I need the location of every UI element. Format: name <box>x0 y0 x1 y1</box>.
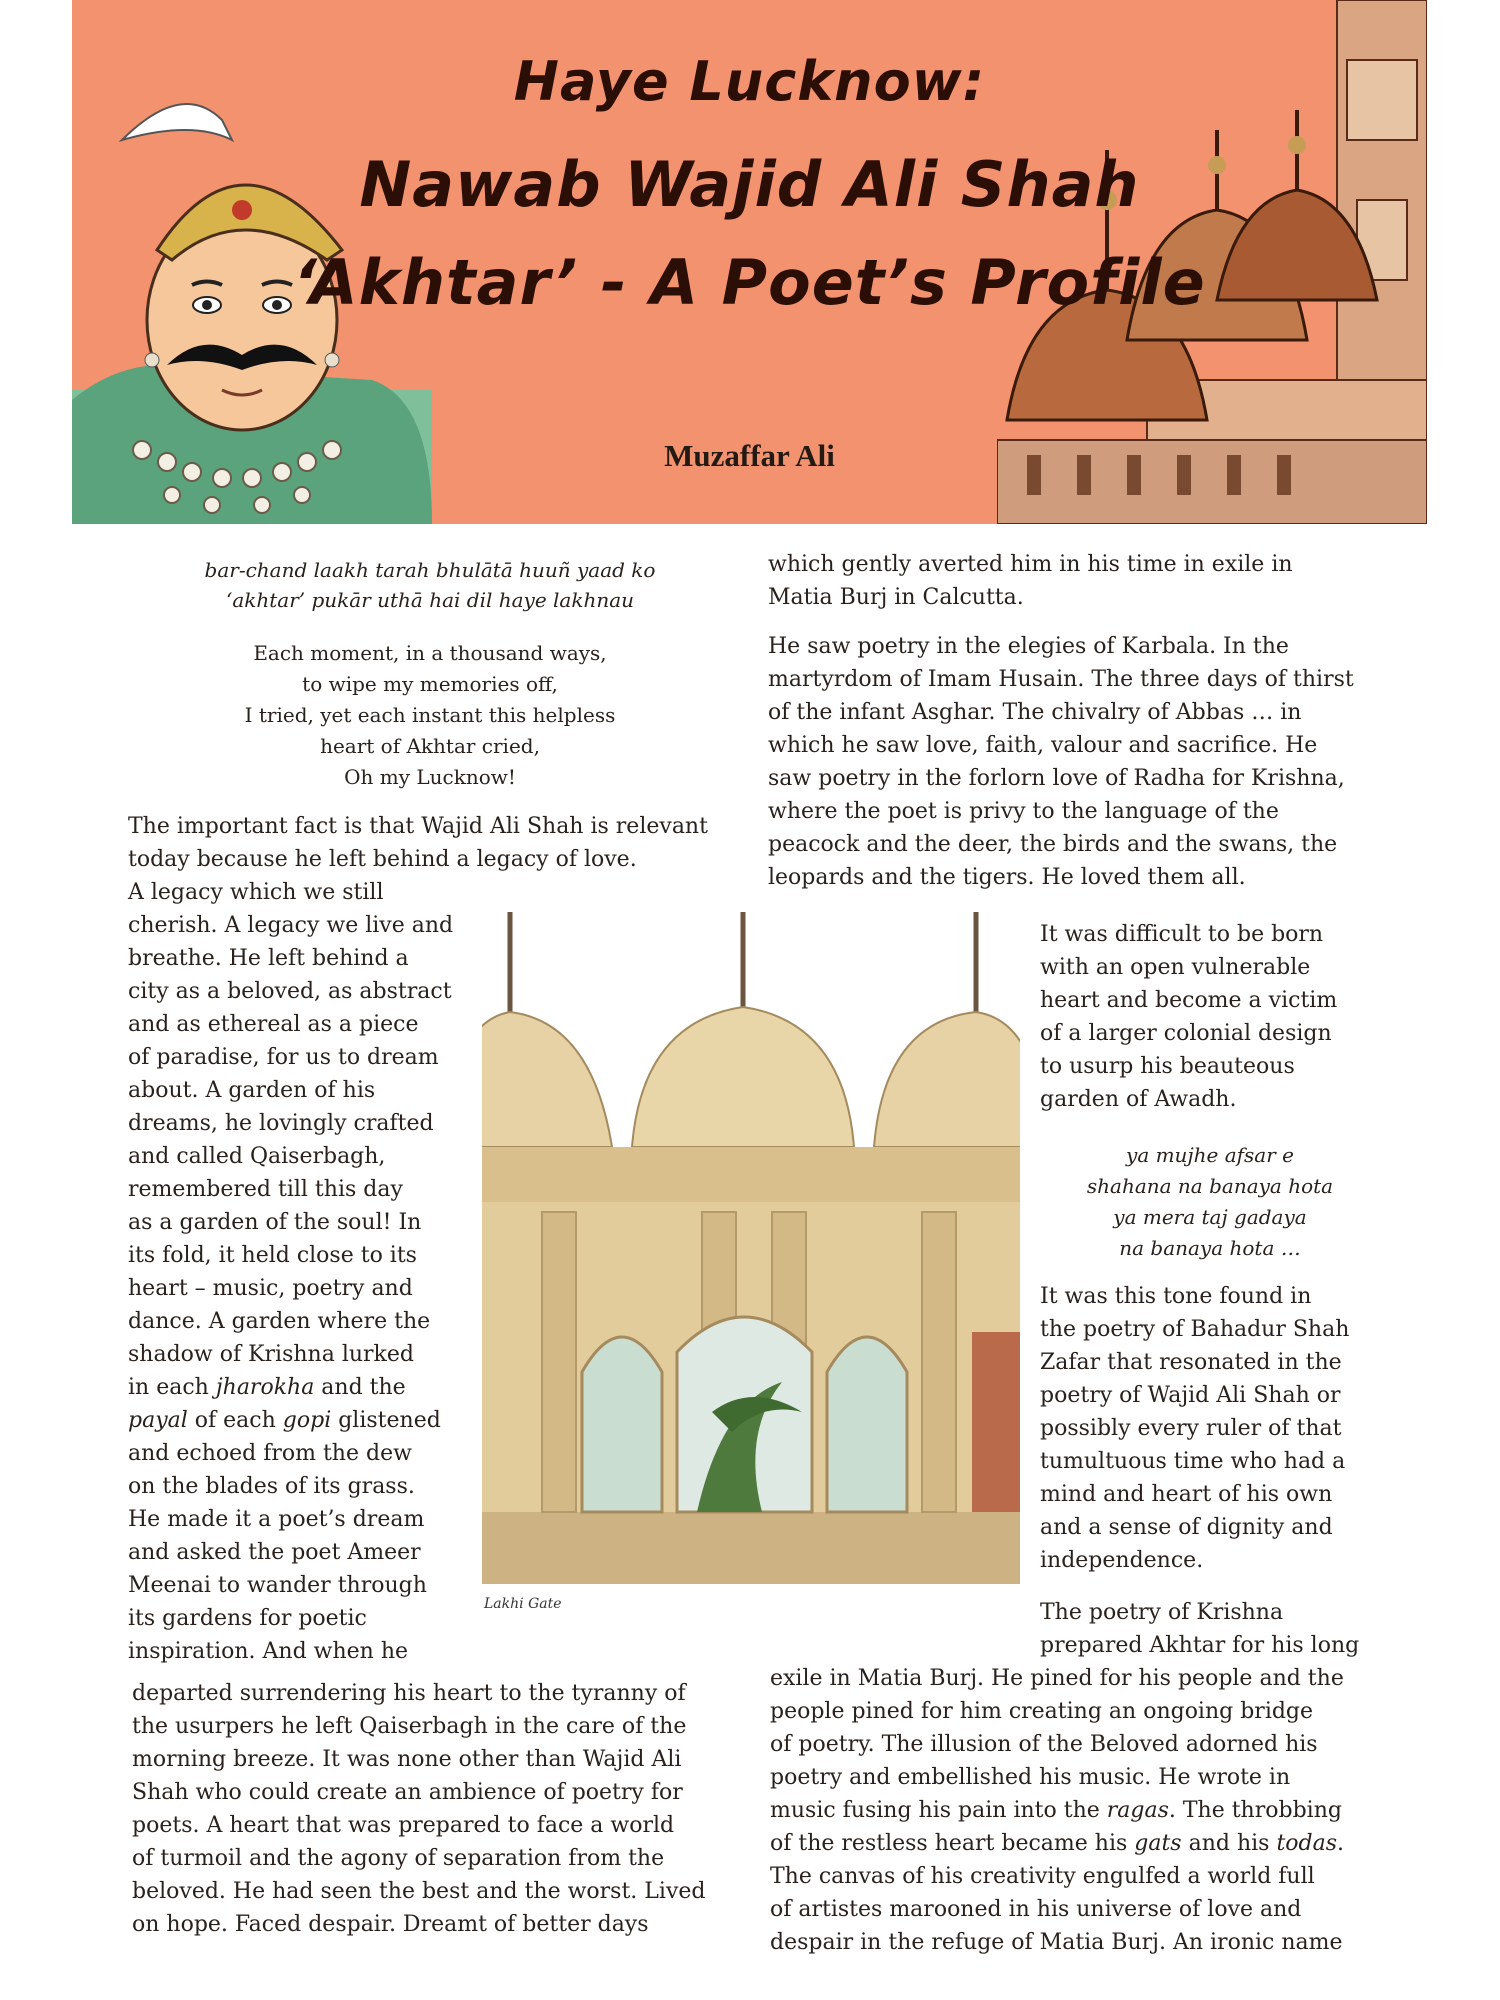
body-line: where the poet is privy to the language of the <box>768 799 1279 824</box>
body-line: and as ethereal as a piece <box>128 1012 419 1037</box>
body-line: dance. A garden where the <box>128 1309 431 1334</box>
text-run: in each <box>128 1375 216 1400</box>
body-line: of the infant Asghar. The chivalry of Abbas … in <box>768 700 1302 725</box>
body-line: dreams, he lovingly crafted <box>128 1111 434 1136</box>
body-line: people pined for him creating an ongoing bridge <box>770 1699 1314 1724</box>
body-line: poetry and embellished his music. He wrote in <box>770 1765 1291 1790</box>
epigraph-urdu-line: bar-chand laakh tarah bhulātā huuñ yaad ko <box>204 558 656 582</box>
body-line: heart and become a victim <box>1040 988 1338 1013</box>
text-run-italic: todas <box>1276 1831 1338 1856</box>
body-line: its gardens for poetic <box>128 1606 367 1631</box>
body-line: He made it a poet’s dream <box>128 1507 425 1532</box>
text-run: of the restless heart became his <box>770 1831 1135 1856</box>
epigraph-english-line: heart of Akhtar cried, <box>320 734 540 758</box>
body-line: the poetry of Bahadur Shah <box>1040 1317 1350 1342</box>
epigraph-urdu <box>130 555 730 615</box>
text-run-italic: jharokha <box>215 1375 315 1400</box>
body-line: of turmoil and the agony of separation from the <box>132 1846 665 1871</box>
body-line: mind and heart of his own <box>1040 1482 1333 1507</box>
left-column-bottom <box>132 1677 732 1941</box>
text-run: . The throbbing <box>1168 1798 1342 1823</box>
body-line: exile in Matia Burj. He pined for his people and the <box>770 1666 1344 1691</box>
body-line: inspiration. And when he <box>128 1639 409 1664</box>
body-line: beloved. He had seen the best and the worst. Lived <box>132 1879 706 1904</box>
body-line: with an open vulnerable <box>1040 955 1311 980</box>
body-line: cherish. A legacy we live and <box>128 913 454 938</box>
body-line: tumultuous time who had a <box>1040 1449 1346 1474</box>
text-run: . <box>1337 1831 1345 1856</box>
body-line: The important fact is that Wajid Ali Shah is relevant <box>128 814 708 839</box>
body-line <box>770 1794 1380 1827</box>
epigraph-english-line: Oh my Lucknow! <box>344 765 516 789</box>
title-line-3: ‘Akhtar’ - A Poet’s Profile <box>293 246 1206 319</box>
body-line: to usurp his beauteous <box>1040 1054 1295 1079</box>
text-run: glistened <box>331 1408 441 1433</box>
left-column-intro <box>128 810 728 876</box>
verse-line: shahana na banaya hota <box>1086 1174 1334 1198</box>
body-line: which he saw love, faith, valour and sacrifice. He <box>768 733 1318 758</box>
lakhi-gate-photo <box>482 912 1020 1584</box>
epigraph-english <box>130 638 730 793</box>
body-line: about. A garden of his <box>128 1078 376 1103</box>
body-line: of poetry. The illusion of the Beloved adorned his <box>770 1732 1318 1757</box>
body-line: prepared Akhtar for his long <box>1040 1633 1360 1658</box>
body-line: despair in the refuge of Matia Burj. An ironic name <box>770 1930 1343 1955</box>
epigraph-english-line: I tried, yet each instant this helpless <box>244 703 616 727</box>
body-line: of paradise, for us to dream <box>128 1045 439 1070</box>
epigraph-english-line: Each moment, in a thousand ways, <box>253 641 607 665</box>
body-line: peacock and the deer, the birds and the swans, the <box>768 832 1338 857</box>
verse-line: na banaya hota … <box>1119 1236 1301 1260</box>
body-line: as a garden of the soul! In <box>128 1210 422 1235</box>
verse-line: ya mujhe afsar e <box>1126 1143 1294 1167</box>
body-line <box>128 1404 473 1437</box>
body-line: departed surrendering his heart to the tyranny of <box>132 1681 686 1706</box>
body-line: heart – music, poetry and <box>128 1276 413 1301</box>
text-run-italic: gats <box>1134 1831 1182 1856</box>
right-column-para4 <box>1040 1280 1380 1577</box>
body-line: poets. A heart that was prepared to face a world <box>132 1813 675 1838</box>
epigraph-urdu-line: ‘akhtar’ pukār uthā hai dil haye lakhnau <box>225 588 635 612</box>
body-line: A legacy which we still <box>128 880 384 905</box>
epigraph-english-line: to wipe my memories off, <box>302 672 558 696</box>
body-line: morning breeze. It was none other than Wajid Ali <box>132 1747 682 1772</box>
body-line: its fold, it held close to its <box>128 1243 417 1268</box>
right-column-para3 <box>1040 918 1380 1116</box>
right-column-top <box>768 548 1368 614</box>
right-column-para5-narrow <box>1040 1596 1380 1662</box>
photo-caption: Lakhi Gate <box>484 1596 562 1612</box>
title-line-1: Haye Lucknow: <box>513 50 986 113</box>
body-line: and asked the poet Ameer <box>128 1540 421 1565</box>
right-column-para2 <box>768 630 1378 894</box>
body-line: shadow of Krishna lurked <box>128 1342 414 1367</box>
title-banner <box>72 0 1427 524</box>
body-line: on the blades of its grass. <box>128 1474 415 1499</box>
body-line <box>770 1827 1380 1860</box>
verse-block <box>1040 1140 1380 1264</box>
text-run-italic: gopi <box>282 1408 332 1433</box>
body-line: He saw poetry in the elegies of Karbala. In the <box>768 634 1289 659</box>
body-line: Shah who could create an ambience of poetry for <box>132 1780 683 1805</box>
text-run-italic: payal <box>128 1408 188 1433</box>
body-line: today because he left behind a legacy of love. <box>128 847 637 872</box>
body-line: martyrdom of Imam Husain. The three days of thirst <box>768 667 1354 692</box>
body-line: city as a beloved, as abstract <box>128 979 452 1004</box>
body-line: It was this tone found in <box>1040 1284 1312 1309</box>
text-run-italic: ragas <box>1106 1798 1169 1823</box>
body-line: Zafar that resonated in the <box>1040 1350 1342 1375</box>
body-line: which gently averted him in his time in exile in <box>768 552 1293 577</box>
body-line: leopards and the tigers. He loved them all. <box>768 865 1246 890</box>
body-line: The canvas of his creativity engulfed a world full <box>770 1864 1315 1889</box>
author-byline: Muzaffar Ali <box>664 438 835 473</box>
body-line: Matia Burj in Calcutta. <box>768 585 1024 610</box>
body-line: poetry of Wajid Ali Shah or <box>1040 1383 1341 1408</box>
body-line: The poetry of Krishna <box>1040 1600 1284 1625</box>
body-line: independence. <box>1040 1548 1204 1573</box>
title-line-2: Nawab Wajid Ali Shah <box>359 148 1140 221</box>
text-run: of each <box>187 1408 283 1433</box>
body-line: of artistes marooned in his universe of love and <box>770 1897 1302 1922</box>
verse-line: ya mera taj gadaya <box>1113 1205 1307 1229</box>
right-column-para5 <box>770 1662 1380 1959</box>
text-run: and the <box>314 1375 406 1400</box>
body-line: the usurpers he left Qaiserbagh in the care of the <box>132 1714 687 1739</box>
body-line: Meenai to wander through <box>128 1573 427 1598</box>
body-line: on hope. Faced despair. Dreamt of better days <box>132 1912 649 1937</box>
body-line: breathe. He left behind a <box>128 946 409 971</box>
left-column-narrow <box>128 876 473 1668</box>
body-line: and a sense of dignity and <box>1040 1515 1333 1540</box>
text-run: and his <box>1181 1831 1277 1856</box>
body-line: saw poetry in the forlorn love of Radha for Krishna, <box>768 766 1345 791</box>
body-line: remembered till this day <box>128 1177 403 1202</box>
body-line: garden of Awadh. <box>1040 1087 1237 1112</box>
body-line: possibly every ruler of that <box>1040 1416 1342 1441</box>
body-line <box>128 1371 473 1404</box>
body-line: It was difficult to be born <box>1040 922 1324 947</box>
body-line: of a larger colonial design <box>1040 1021 1332 1046</box>
body-line: and echoed from the dew <box>128 1441 412 1466</box>
body-line: and called Qaiserbagh, <box>128 1144 386 1169</box>
text-run: music fusing his pain into the <box>770 1798 1107 1823</box>
